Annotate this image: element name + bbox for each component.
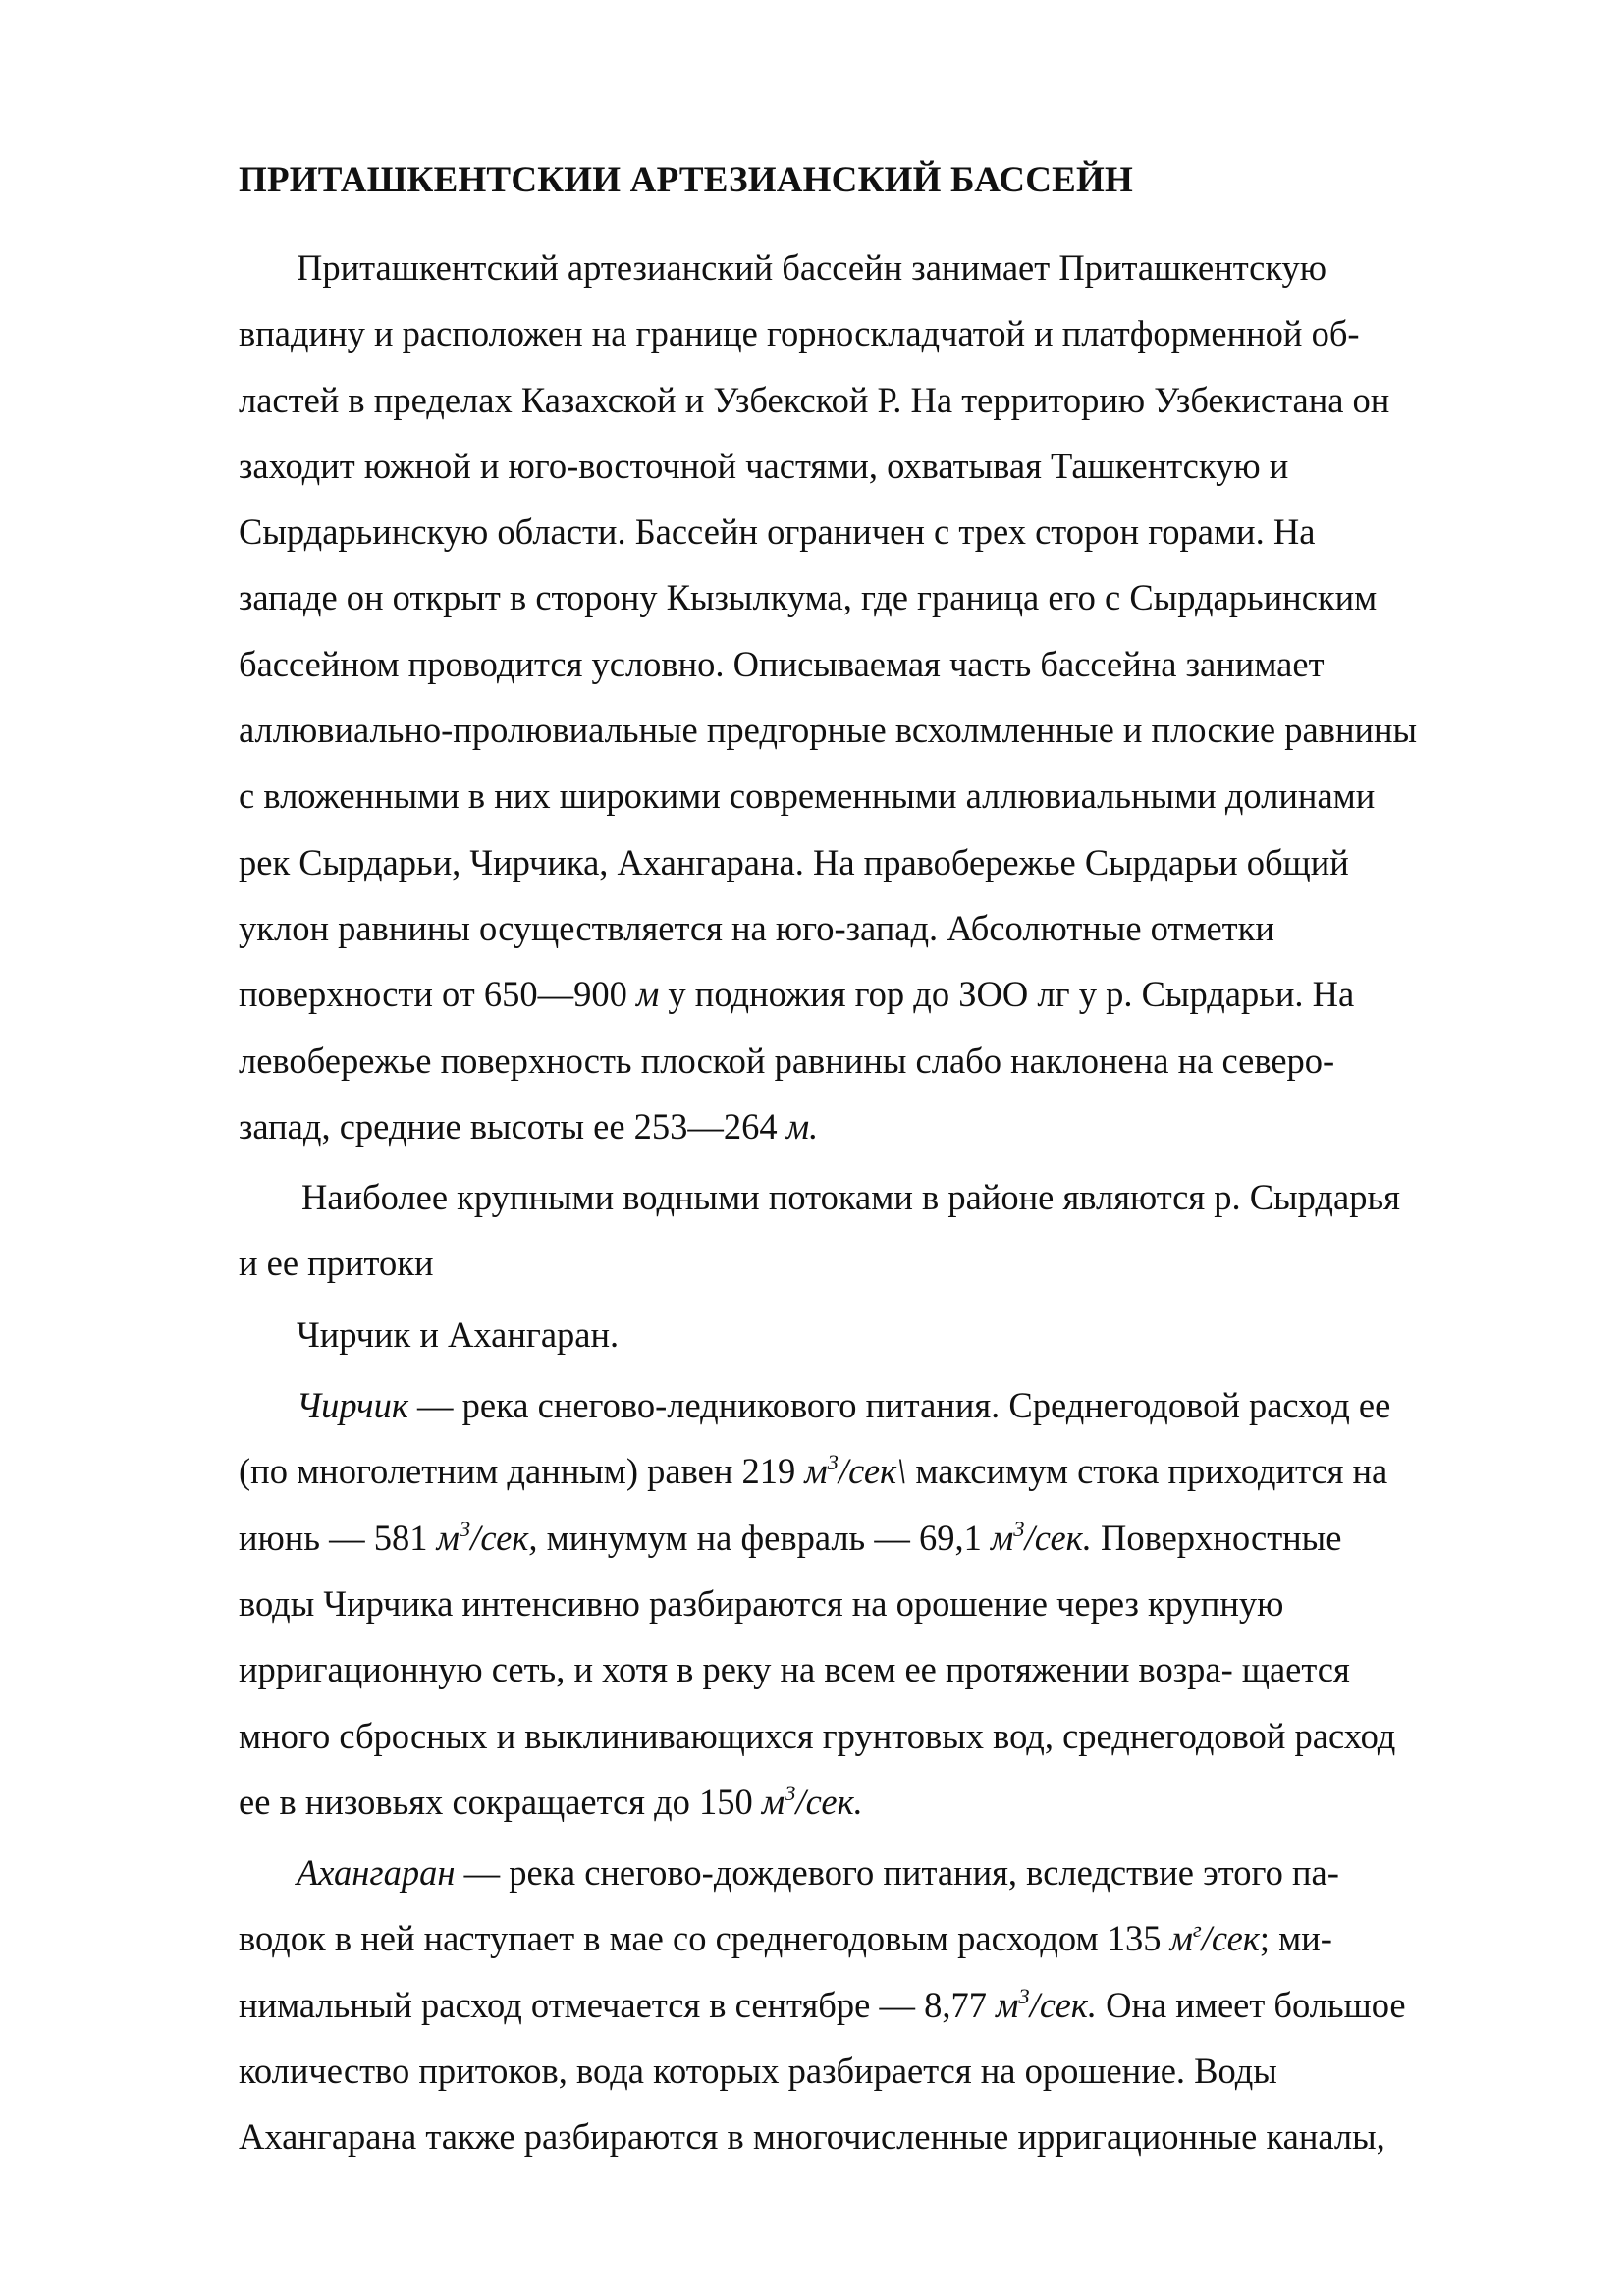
unit-label: /сек. [795, 1781, 863, 1822]
text-line: Ахангарана также разбираются в многочисленные ирригационные каналы, [239, 2116, 1385, 2158]
unit-label: м [990, 1517, 1014, 1558]
text-segment: водок в ней наступает в мае со среднегодовым расходом 135 [239, 1918, 1170, 1959]
unit-label: м [804, 1451, 828, 1492]
text-line: много сбросных и выклинивающихся грунтовых вод, среднегодовой расход [239, 1715, 1396, 1756]
unit-label: м [996, 1984, 1019, 2025]
text-line: количество притоков, вода которых разбирается на орошение. Воды [239, 2051, 1277, 2092]
unit-exponent: 3 [459, 1516, 471, 1541]
text-line [239, 1972, 1515, 2038]
text-segment: Поверхностные [1091, 1517, 1342, 1558]
text-segment: максимум стока приходится на [906, 1451, 1388, 1492]
text-line [239, 1372, 1515, 1438]
text-line: Приташкентский артезианский бассейн занимает Приташкентскую [297, 247, 1327, 288]
text-line: западе он открыт в сторону Кызылкума, где граница его с Сырдарьинским [239, 577, 1378, 618]
paragraph-rivers [239, 1164, 1515, 1297]
text-line: бассейном проводится условно. Описываемая часть бассейна занимает [239, 643, 1325, 684]
text-line: ластей в пределах Казахской и Узбекской Р. На территорию Узбекистана он [239, 379, 1390, 420]
text-line: ирригационную сеть, и хотя в реку на всем ее протяжении возра- щается [239, 1649, 1350, 1690]
text-segment: ; ми- [1259, 1918, 1332, 1959]
paragraph-chirchik [239, 1372, 1515, 1835]
text-line [239, 961, 1515, 1027]
text-segment: Она имеет большое [1096, 1984, 1406, 2025]
paragraph-tributaries [239, 1302, 1515, 1367]
text-line: аллювиально-пролювиальные предгорные всхолмленные и плоские равнины [239, 710, 1418, 751]
unit-label: м [436, 1517, 460, 1558]
text-line [239, 1905, 1515, 1971]
unit-exponent: г [1192, 1917, 1202, 1943]
unit-label: /сек, [470, 1517, 538, 1558]
paragraph-akhangaran [239, 1840, 1515, 2169]
unit-label: /сек. [1024, 1517, 1092, 1558]
text-segment: июнь — 581 [239, 1517, 437, 1558]
unit-label: м [635, 974, 660, 1015]
text-line [239, 1769, 1515, 1835]
text-line: Чирчик и Ахангаран. [297, 1313, 620, 1355]
document-body [239, 147, 1515, 2170]
unit-label: /сек. [1029, 1984, 1097, 2025]
river-name: Чирчик [297, 1385, 408, 1426]
text-segment: — река снегово-дождевого питания, вследствие этого па- [455, 1852, 1339, 1894]
unit-exponent: 3 [1013, 1516, 1025, 1541]
text-line: рек Сырдарьи, Чирчика, Ахангарана. На правобережье Сырдарьи общий [239, 841, 1349, 882]
text-line [239, 1505, 1515, 1571]
text-line: Наиболее крупными водными потоками в районе являются р. Сырдарья [301, 1177, 1400, 1218]
unit-exponent: 3 [785, 1780, 796, 1805]
text-line [239, 1094, 1515, 1159]
text-line [239, 1438, 1515, 1504]
text-segment: запад, средние высоты ее 253—264 [239, 1105, 786, 1147]
unit-exponent: 3 [827, 1450, 839, 1475]
paragraph-intro [239, 235, 1515, 1159]
text-line: заходит южной и юго-восточной частями, охватывая Ташкентскую и [239, 445, 1289, 486]
text-line [239, 1840, 1515, 1905]
unit-exponent: 3 [1018, 1983, 1030, 2008]
text-segment: ее в низовьях сокращается до 150 [239, 1781, 762, 1822]
unit-label: /сек [1201, 1918, 1260, 1959]
text-line: воды Чирчика интенсивно разбираются на орошение через крупную [239, 1582, 1284, 1624]
text-line: уклон равнины осуществляется на юго-запад. Абсолютные отметки [239, 907, 1274, 948]
text-line: левобережье поверхность плоской равнины слабо наклонена на северо- [239, 1040, 1335, 1081]
text-line: и ее притоки [239, 1243, 434, 1284]
text-segment: нимальный расход отмечается в сентябре — 8,77 [239, 1984, 997, 2025]
text-segment: минумум на февраль — 69,1 [537, 1517, 991, 1558]
unit-label: м [1169, 1918, 1193, 1959]
unit-label: м. [785, 1105, 819, 1147]
page-title: ПРИТАШКЕНТСКИИ АРТЕЗИАНСКИЙ БАССЕЙН [239, 160, 1133, 200]
text-line: впадину и расположен на границе горноскладчатой и платформенной об- [239, 313, 1360, 354]
text-line: с вложенными в них широкими современными аллювиальными долинами [239, 775, 1376, 817]
river-name: Ахангаран [297, 1852, 456, 1894]
unit-label: м [761, 1781, 785, 1822]
unit-label: /сек\ [838, 1451, 907, 1492]
text-segment: — река снегово-ледникового питания. Среднегодовой расход ее [407, 1385, 1391, 1426]
text-segment: (по многолетним данным) равен 219 [239, 1451, 805, 1492]
text-segment: у подножия гор до ЗОО лг у р. Сырдарьи. На [659, 974, 1355, 1015]
text-segment: поверхности от 650—900 [239, 974, 636, 1015]
text-line: Сырдарьинскую области. Бассейн ограничен с трех сторон горами. На [239, 511, 1316, 553]
